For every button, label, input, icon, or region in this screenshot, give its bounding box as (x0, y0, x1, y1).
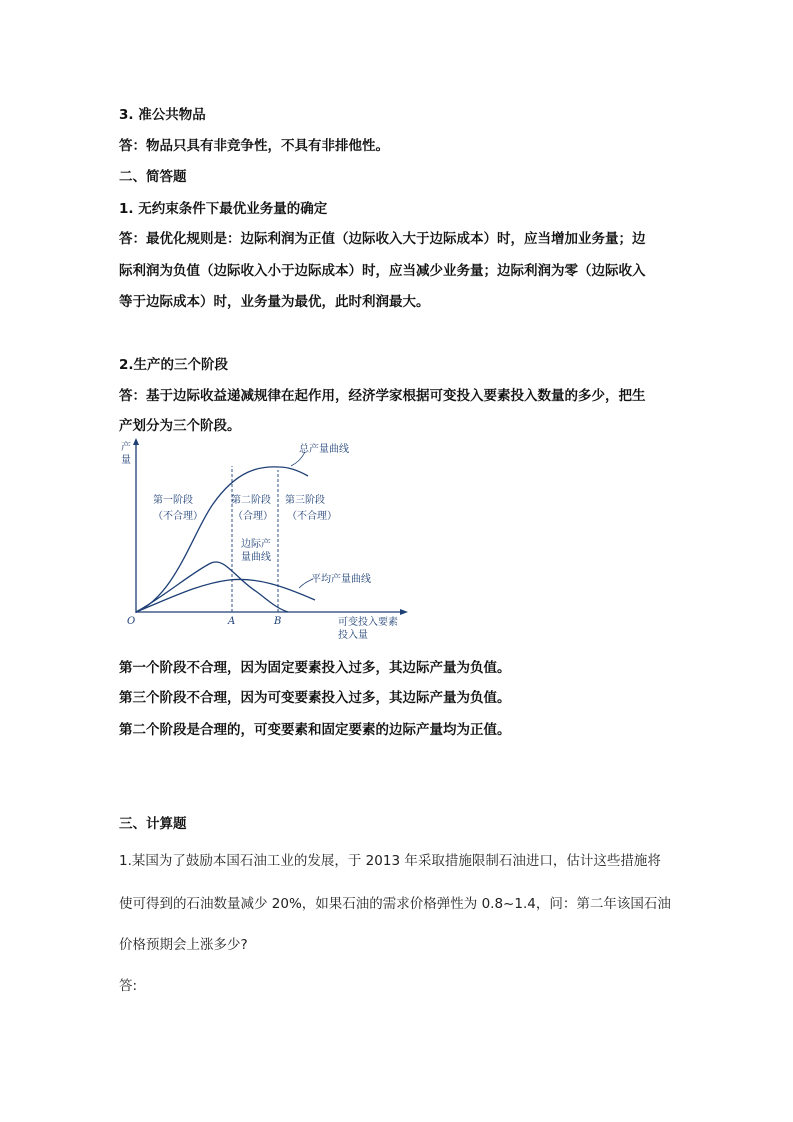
part3-title: 三、计算题 (119, 816, 187, 832)
s1-title: 1. 无约束条件下最优业务量的确定 (119, 201, 328, 217)
x-label-2: 投入量 (338, 630, 368, 641)
c1-question-line-3: 价格预期会上涨多少? (119, 937, 248, 953)
s2-note-2: 第三个阶段不合理，因为可变要素投入过多，其边际产量为负值。 (119, 690, 511, 706)
x-label-1: 可变投入要素 (338, 617, 398, 628)
y-label-1: 产 (121, 442, 131, 453)
c1-question-line-2: 使可得到的石油数量减少 20%，如果石油的需求价格弹性为 0.8~1.4，问：第二年该国石油 (119, 896, 671, 912)
stage2-note: （合理） (233, 511, 273, 522)
c1-question-line-1: 1.某国为了鼓励本国石油工业的发展，于 2013 年采取措施限制石油进口，估计这些措施将 (119, 853, 661, 869)
s2-answer-line-1: 答：基于边际收益递减规律在起作用，经济学家根据可变投入要素投入数量的多少，把生 (119, 388, 646, 404)
q3-title: 3. 准公共物品 (119, 107, 206, 123)
marginal-product-curve (136, 562, 288, 612)
s2-note-1: 第一个阶段不合理，因为固定要素投入过多，其边际产量为负值。 (119, 660, 511, 676)
point-b-label: B (274, 616, 282, 627)
stage3-note: （不合理） (287, 511, 337, 522)
s1-answer-line-1: 答：最优化规则是：边际利润为正值（边际收入大于边际成本）时，应当增加业务量；边 (119, 231, 646, 247)
y-axis-arrow (133, 438, 139, 445)
c1-answer: 答: (119, 978, 138, 994)
x-axis-arrow (400, 609, 408, 615)
stage1-label: 第一阶段 (153, 495, 193, 506)
total-product-curve (136, 467, 308, 612)
y-label-2: 量 (121, 455, 131, 466)
stage3-label: 第三阶段 (285, 495, 325, 506)
stage1-note: （不合理） (153, 511, 203, 522)
part2-title: 二、简答题 (119, 169, 187, 185)
s2-answer-line-2: 产划分为三个阶段。 (119, 418, 241, 434)
s2-note-3: 第二个阶段是合理的，可变要素和固定要素的边际产量均为正值。 (119, 722, 511, 738)
average-curve-label: 平均产量曲线 (311, 574, 371, 585)
total-curve-label: 总产量曲线 (299, 444, 349, 455)
q3-answer: 答：物品只具有非竞争性，不具有非排他性。 (119, 138, 389, 154)
point-a-label: A (228, 616, 236, 627)
s2-title: 2.生产的三个阶段 (119, 357, 229, 373)
s1-answer-line-2: 际利润为负值（边际收入小于边际成本）时，应当减少业务量；边际利润为零（边际收入 (119, 263, 646, 279)
stage2-label: 第二阶段 (231, 495, 271, 506)
marginal-curve-label-2: 量曲线 (241, 552, 271, 563)
s1-answer-line-3: 等于边际成本）时，业务量为最优，此时利润最大。 (119, 294, 430, 310)
production-stages-diagram (113, 436, 413, 646)
marginal-curve-label-1: 边际产 (241, 539, 271, 550)
origin-label: O (127, 616, 136, 627)
